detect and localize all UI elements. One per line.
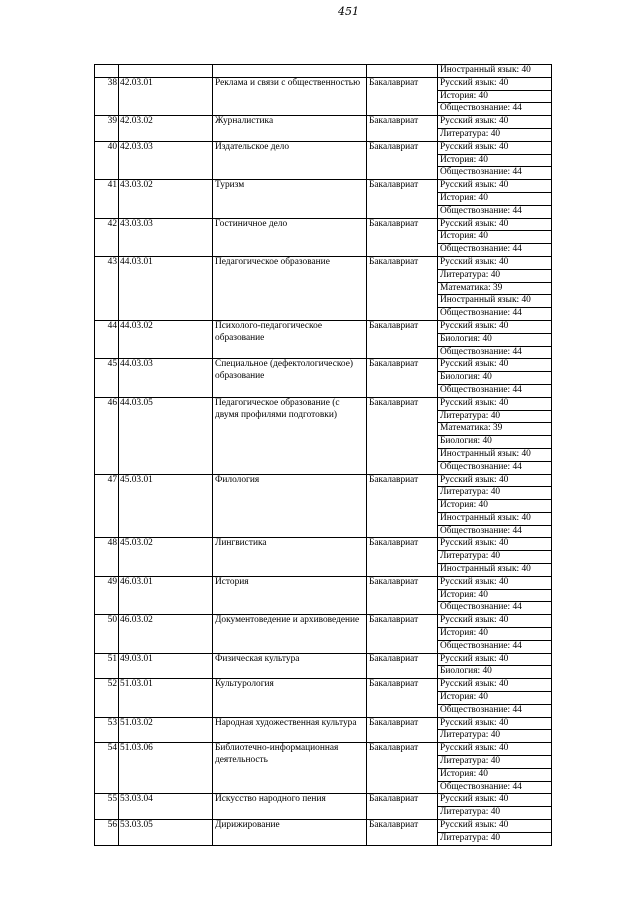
row-number: 38 xyxy=(95,77,119,115)
education-level: Бакалавриат xyxy=(367,615,438,653)
education-level: Бакалавриат xyxy=(367,359,438,397)
exam-subject: История: 40 xyxy=(438,90,552,103)
exam-subject: Русский язык: 40 xyxy=(438,180,552,193)
program-code: 46.03.01 xyxy=(119,576,213,614)
exam-subject: Русский язык: 40 xyxy=(438,576,552,589)
program-code: 43.03.03 xyxy=(119,218,213,256)
exam-subject: Биология: 40 xyxy=(438,436,552,449)
exam-subject: Литература: 40 xyxy=(438,730,552,743)
admission-table xyxy=(94,64,552,846)
program-name: Лингвистика xyxy=(213,538,367,576)
program-name xyxy=(213,65,367,78)
exam-subject: Русский язык: 40 xyxy=(438,116,552,129)
exam-subject: Русский язык: 40 xyxy=(438,743,552,756)
row-number: 45 xyxy=(95,359,119,397)
exam-subject: Обществознание: 44 xyxy=(438,525,552,538)
exam-subject: Литература: 40 xyxy=(438,807,552,820)
program-code: 42.03.03 xyxy=(119,141,213,179)
exam-subject: Русский язык: 40 xyxy=(438,538,552,551)
education-level: Бакалавриат xyxy=(367,679,438,717)
program-name: Филология xyxy=(213,474,367,538)
exam-subject: История: 40 xyxy=(438,231,552,244)
education-level: Бакалавриат xyxy=(367,653,438,679)
row-number: 39 xyxy=(95,116,119,142)
education-level: Бакалавриат xyxy=(367,474,438,538)
table-row xyxy=(95,320,552,333)
page-number: 451 xyxy=(338,5,359,18)
exam-subject: Обществознание: 44 xyxy=(438,103,552,116)
program-name: Туризм xyxy=(213,180,367,218)
program-code: 46.03.02 xyxy=(119,615,213,653)
exam-subject: Русский язык: 40 xyxy=(438,615,552,628)
exam-subject: Иностранный язык: 40 xyxy=(438,65,552,78)
exam-subject: Обществознание: 44 xyxy=(438,205,552,218)
program-code: 42.03.02 xyxy=(119,116,213,142)
exam-subject: Русский язык: 40 xyxy=(438,141,552,154)
exam-subject: История: 40 xyxy=(438,768,552,781)
table-row xyxy=(95,679,552,692)
program-code: 44.03.03 xyxy=(119,359,213,397)
exam-subject: Русский язык: 40 xyxy=(438,474,552,487)
table-row xyxy=(95,65,552,78)
exam-subject: Литература: 40 xyxy=(438,128,552,141)
program-name: Физическая культура xyxy=(213,653,367,679)
exam-subject: Литература: 40 xyxy=(438,269,552,282)
table-row xyxy=(95,180,552,193)
exam-subject: История: 40 xyxy=(438,628,552,641)
exam-subject: Обществознание: 44 xyxy=(438,308,552,321)
exam-subject: Русский язык: 40 xyxy=(438,320,552,333)
row-number: 47 xyxy=(95,474,119,538)
education-level: Бакалавриат xyxy=(367,77,438,115)
table-row xyxy=(95,359,552,372)
exam-subject: Русский язык: 40 xyxy=(438,653,552,666)
exam-subject: История: 40 xyxy=(438,692,552,705)
exam-subject: Обществознание: 44 xyxy=(438,602,552,615)
program-code: 42.03.01 xyxy=(119,77,213,115)
table-row xyxy=(95,820,552,833)
education-level: Бакалавриат xyxy=(367,576,438,614)
program-name: Психолого-педагогическое образование xyxy=(213,320,367,358)
exam-subject: Литература: 40 xyxy=(438,756,552,769)
education-level: Бакалавриат xyxy=(367,180,438,218)
exam-subject: Обществознание: 44 xyxy=(438,244,552,257)
education-level: Бакалавриат xyxy=(367,717,438,743)
exam-subject: Биология: 40 xyxy=(438,372,552,385)
exam-subject: Русский язык: 40 xyxy=(438,218,552,231)
table-row xyxy=(95,615,552,628)
program-code: 45.03.02 xyxy=(119,538,213,576)
table-row xyxy=(95,717,552,730)
exam-subject: Литература: 40 xyxy=(438,487,552,500)
exam-subject: Литература: 40 xyxy=(438,551,552,564)
row-number: 49 xyxy=(95,576,119,614)
exam-subject: Обществознание: 44 xyxy=(438,461,552,474)
program-name: Реклама и связи с общественностью xyxy=(213,77,367,115)
program-name: Дирижирование xyxy=(213,820,367,846)
exam-subject: Обществознание: 44 xyxy=(438,346,552,359)
row-number: 46 xyxy=(95,397,119,474)
program-code: 53.03.05 xyxy=(119,820,213,846)
program-name: Народная художественная культура xyxy=(213,717,367,743)
row-number: 56 xyxy=(95,820,119,846)
exam-subject: Русский язык: 40 xyxy=(438,794,552,807)
exam-subject: Иностранный язык: 40 xyxy=(438,564,552,577)
program-name: Искусство народного пения xyxy=(213,794,367,820)
row-number: 51 xyxy=(95,653,119,679)
exam-subject: Иностранный язык: 40 xyxy=(438,448,552,461)
education-level: Бакалавриат xyxy=(367,397,438,474)
exam-subject: Обществознание: 44 xyxy=(438,704,552,717)
education-level: Бакалавриат xyxy=(367,794,438,820)
exam-subject: Русский язык: 40 xyxy=(438,717,552,730)
table-row xyxy=(95,77,552,90)
exam-subject: Обществознание: 44 xyxy=(438,384,552,397)
program-code: 51.03.01 xyxy=(119,679,213,717)
table-body xyxy=(95,65,552,846)
program-code: 45.03.01 xyxy=(119,474,213,538)
exam-subject: Литература: 40 xyxy=(438,832,552,845)
exam-subject: Русский язык: 40 xyxy=(438,359,552,372)
table-row xyxy=(95,141,552,154)
program-code: 51.03.06 xyxy=(119,743,213,794)
program-name: Гостиничное дело xyxy=(213,218,367,256)
program-code: 51.03.02 xyxy=(119,717,213,743)
exam-subject: Русский язык: 40 xyxy=(438,820,552,833)
program-name: Культурология xyxy=(213,679,367,717)
row-number: 52 xyxy=(95,679,119,717)
program-name: Педагогическое образование xyxy=(213,256,367,320)
program-code: 44.03.05 xyxy=(119,397,213,474)
program-code: 53.03.04 xyxy=(119,794,213,820)
exam-subject: Иностранный язык: 40 xyxy=(438,295,552,308)
exam-subject: Обществознание: 44 xyxy=(438,781,552,794)
table-row xyxy=(95,743,552,756)
row-number: 53 xyxy=(95,717,119,743)
table-row xyxy=(95,218,552,231)
exam-subject: История: 40 xyxy=(438,154,552,167)
program-name: Библиотечно-информационная деятельность xyxy=(213,743,367,794)
exam-subject: Литература: 40 xyxy=(438,410,552,423)
program-code xyxy=(119,65,213,78)
exam-subject: История: 40 xyxy=(438,589,552,602)
exam-subject: Математика: 39 xyxy=(438,282,552,295)
program-code: 43.03.02 xyxy=(119,180,213,218)
program-name: История xyxy=(213,576,367,614)
exam-subject: Иностранный язык: 40 xyxy=(438,512,552,525)
program-name: Педагогическое образование (с двумя профилями подготовки) xyxy=(213,397,367,474)
row-number: 42 xyxy=(95,218,119,256)
education-level: Бакалавриат xyxy=(367,320,438,358)
table-row xyxy=(95,397,552,410)
education-level xyxy=(367,65,438,78)
row-number: 50 xyxy=(95,615,119,653)
program-name: Документоведение и архивоведение xyxy=(213,615,367,653)
table-row xyxy=(95,474,552,487)
program-name: Специальное (дефектологическое) образование xyxy=(213,359,367,397)
education-level: Бакалавриат xyxy=(367,256,438,320)
table-row xyxy=(95,653,552,666)
education-level: Бакалавриат xyxy=(367,116,438,142)
exam-subject: История: 40 xyxy=(438,500,552,513)
exam-subject: Биология: 40 xyxy=(438,666,552,679)
education-level: Бакалавриат xyxy=(367,743,438,794)
row-number: 54 xyxy=(95,743,119,794)
table-row xyxy=(95,576,552,589)
exam-subject: Математика: 39 xyxy=(438,423,552,436)
education-level: Бакалавриат xyxy=(367,141,438,179)
table-row xyxy=(95,794,552,807)
row-number: 40 xyxy=(95,141,119,179)
program-code: 44.03.02 xyxy=(119,320,213,358)
exam-subject: Обществознание: 44 xyxy=(438,640,552,653)
education-level: Бакалавриат xyxy=(367,218,438,256)
row-number: 44 xyxy=(95,320,119,358)
table-row xyxy=(95,256,552,269)
exam-subject: Русский язык: 40 xyxy=(438,397,552,410)
program-code: 44.03.01 xyxy=(119,256,213,320)
program-name: Издательское дело xyxy=(213,141,367,179)
row-number: 43 xyxy=(95,256,119,320)
table-row xyxy=(95,116,552,129)
row-number: 48 xyxy=(95,538,119,576)
exam-subject: Биология: 40 xyxy=(438,333,552,346)
row-number: 41 xyxy=(95,180,119,218)
exam-subject: Русский язык: 40 xyxy=(438,679,552,692)
exam-subject: Русский язык: 40 xyxy=(438,256,552,269)
exam-subject: Обществознание: 44 xyxy=(438,167,552,180)
program-name: Журналистика xyxy=(213,116,367,142)
exam-subject: Русский язык: 40 xyxy=(438,77,552,90)
exam-subject: История: 40 xyxy=(438,192,552,205)
table-row xyxy=(95,538,552,551)
row-number xyxy=(95,65,119,78)
program-code: 49.03.01 xyxy=(119,653,213,679)
education-level: Бакалавриат xyxy=(367,538,438,576)
row-number: 55 xyxy=(95,794,119,820)
education-level: Бакалавриат xyxy=(367,820,438,846)
